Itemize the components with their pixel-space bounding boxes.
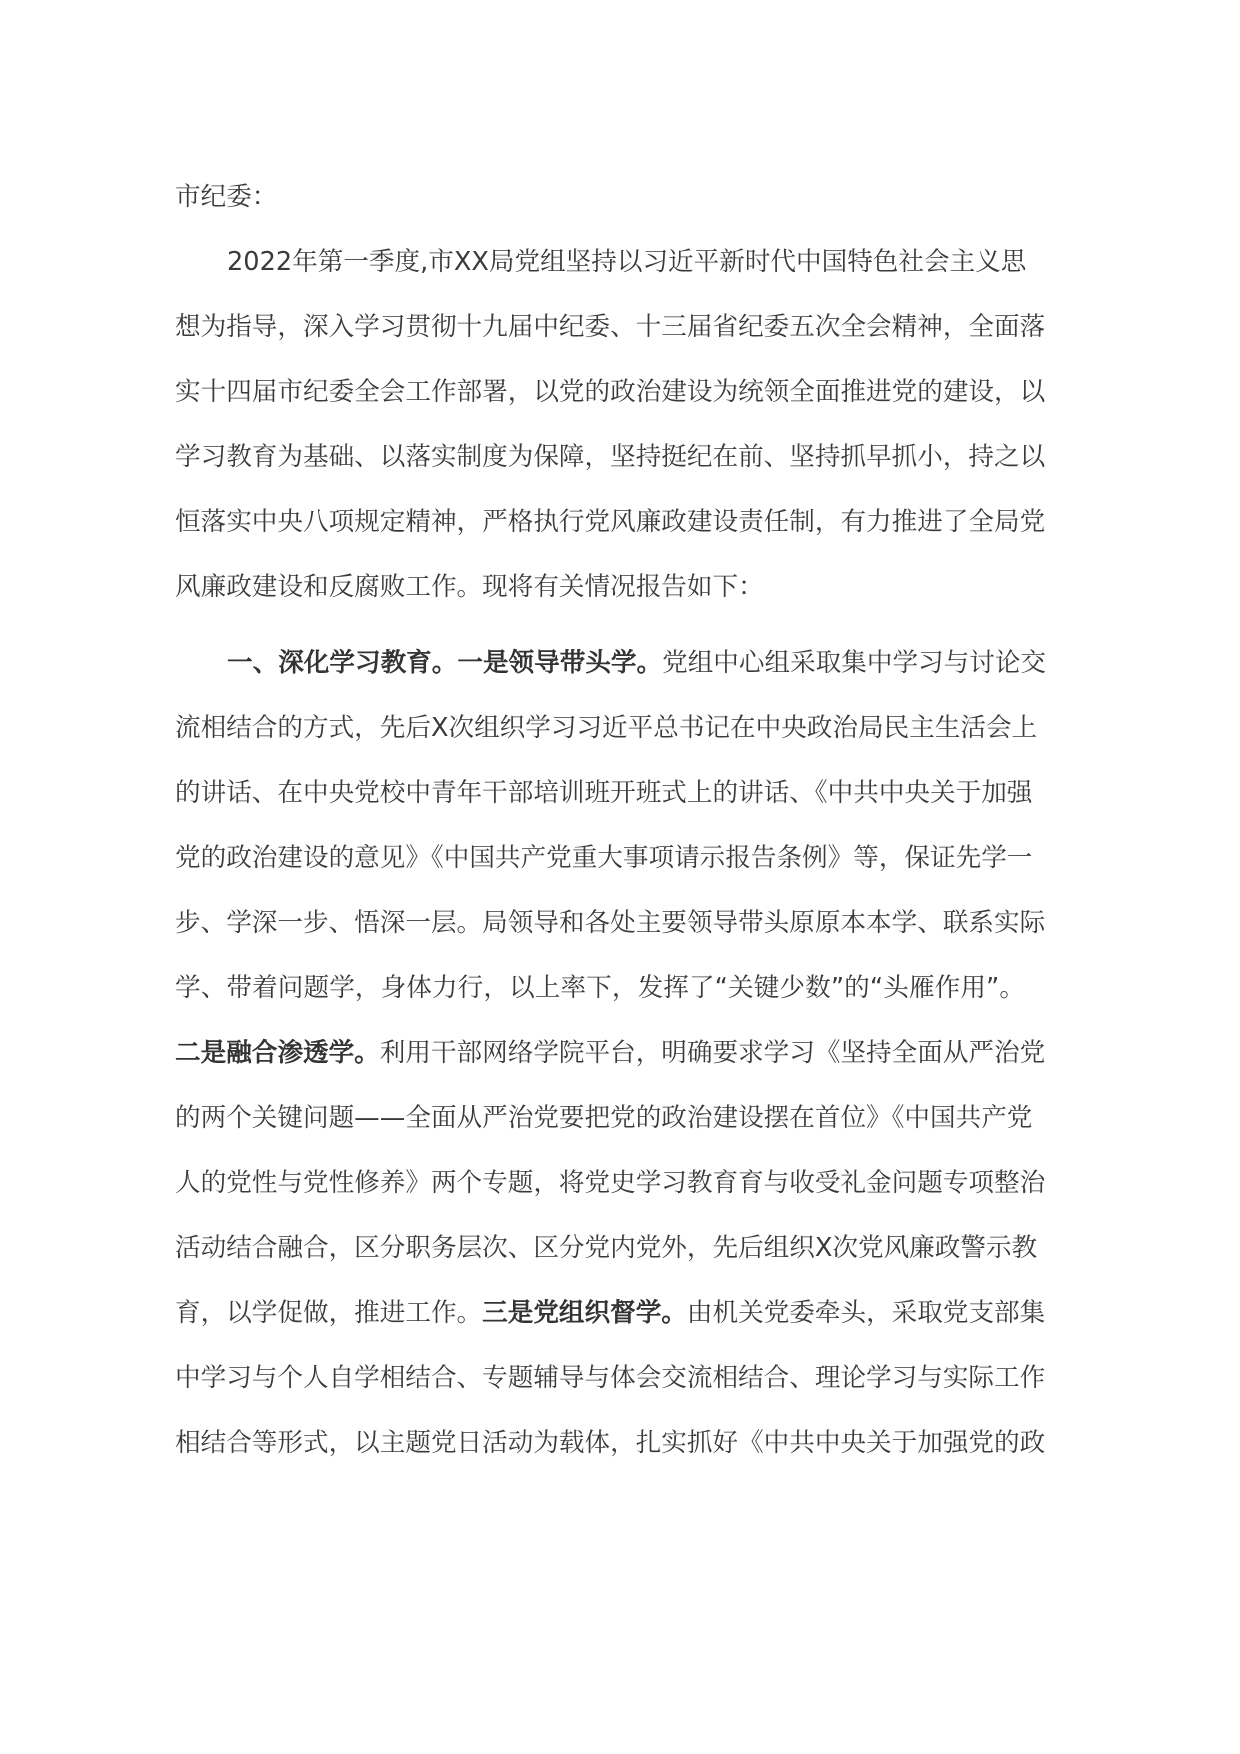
text-line (175, 1086, 1033, 1151)
text-line (175, 1281, 1046, 1346)
body-text: 风廉政建设和反腐败工作。现将有关情况报告如下： (175, 572, 764, 602)
paragraph (175, 631, 1047, 1476)
text-line (175, 1411, 1046, 1476)
body-text: 的两个关键问题——全面从严治党要把党的政治建设摆在首位》《中国共产党 (175, 1103, 1033, 1133)
body-text: 活动结合融合，区分职务层次、区分党内党外，先后组织X次党风廉政警示教 (175, 1233, 1038, 1263)
paragraphs (175, 230, 1047, 1476)
body-text: 流相结合的方式，先后X次组织学习习近平总书记在中央政治局民主生活会上 (175, 713, 1038, 743)
body-text: 相结合等形式，以主题党日活动为载体，扎实抓好《中共中央关于加强党的政 (175, 1428, 1046, 1458)
body-text: 利用干部网络学院平台，明确要求学习《坚持全面从严治党 (379, 1038, 1046, 1068)
text-line (175, 490, 1046, 555)
body-text: 由机关党委牵头，采取党支部集 (686, 1298, 1046, 1328)
paragraph (175, 230, 1046, 620)
body-text: 学习教育为基础、以落实制度为保障，坚持挺纪在前、坚持抓早抓小，持之以 (175, 442, 1046, 472)
body-text: 实十四届市纪委全会工作部署，以党的政治建设为统领全面推进党的建设，以 (175, 377, 1046, 407)
bold-heading-text: 二是融合渗透学。 (175, 1038, 380, 1068)
text-line (175, 555, 1025, 620)
body-text: 人的党性与党性修养》两个专题，将党史学习教育育与收受礼金问题专项整治 (175, 1168, 1046, 1198)
salutation: 市纪委： (175, 182, 278, 212)
text-line (175, 891, 1046, 956)
body-text: 党的政治建设的意见》《中国共产党重大事项请示报告条例》等，保证先学一 (175, 843, 1033, 873)
text-line (175, 425, 1046, 490)
body-text: 步、学深一步、悟深一层。局领导和各处主要领导带头原原本本学、联系实际 (175, 908, 1046, 938)
body-text: 的讲话、在中央党校中青年干部培训班开班式上的讲话、《中共中央关于加强 (175, 778, 1033, 808)
body-text: 育，以学促做，推进工作。 (175, 1298, 483, 1328)
body-text: 中学习与个人自学相结合、专题辅导与体会交流相结合、理论学习与实际工作 (175, 1363, 1046, 1393)
text-line (175, 1216, 1038, 1281)
text-line (175, 1021, 1046, 1086)
text-line (175, 761, 1033, 826)
document-body (175, 165, 1047, 1476)
text-line (175, 295, 1046, 360)
text-line (175, 1346, 1046, 1411)
text-line (175, 230, 1025, 295)
body-text: 恒落实中央八项规定精神，严格执行党风廉政建设责任制，有力推进了全局党 (175, 507, 1046, 537)
text-line (175, 956, 1025, 1021)
body-text: 想为指导，深入学习贯彻十九届中纪委、十三届省纪委五次全会精神，全面落 (175, 312, 1046, 342)
text-line (175, 696, 1038, 761)
text-line (175, 360, 1046, 425)
body-text: 学、带着问题学，身体力行，以上率下，发挥了“关键少数”的“头雁作用”。 (175, 973, 1025, 1003)
text-line (175, 826, 1033, 891)
body-text: 党组中心组采取集中学习与讨论交 (662, 648, 1047, 678)
body-text: 2022年第一季度,市XX局党组坚持以习近平新时代中国特色社会主义思 (227, 247, 1027, 277)
text-line (175, 631, 1047, 696)
bold-heading-text: 一、深化学习教育。一是领导带头学。 (227, 648, 663, 678)
bold-heading-text: 三是党组织督学。 (482, 1298, 687, 1328)
text-line (175, 1151, 1046, 1216)
